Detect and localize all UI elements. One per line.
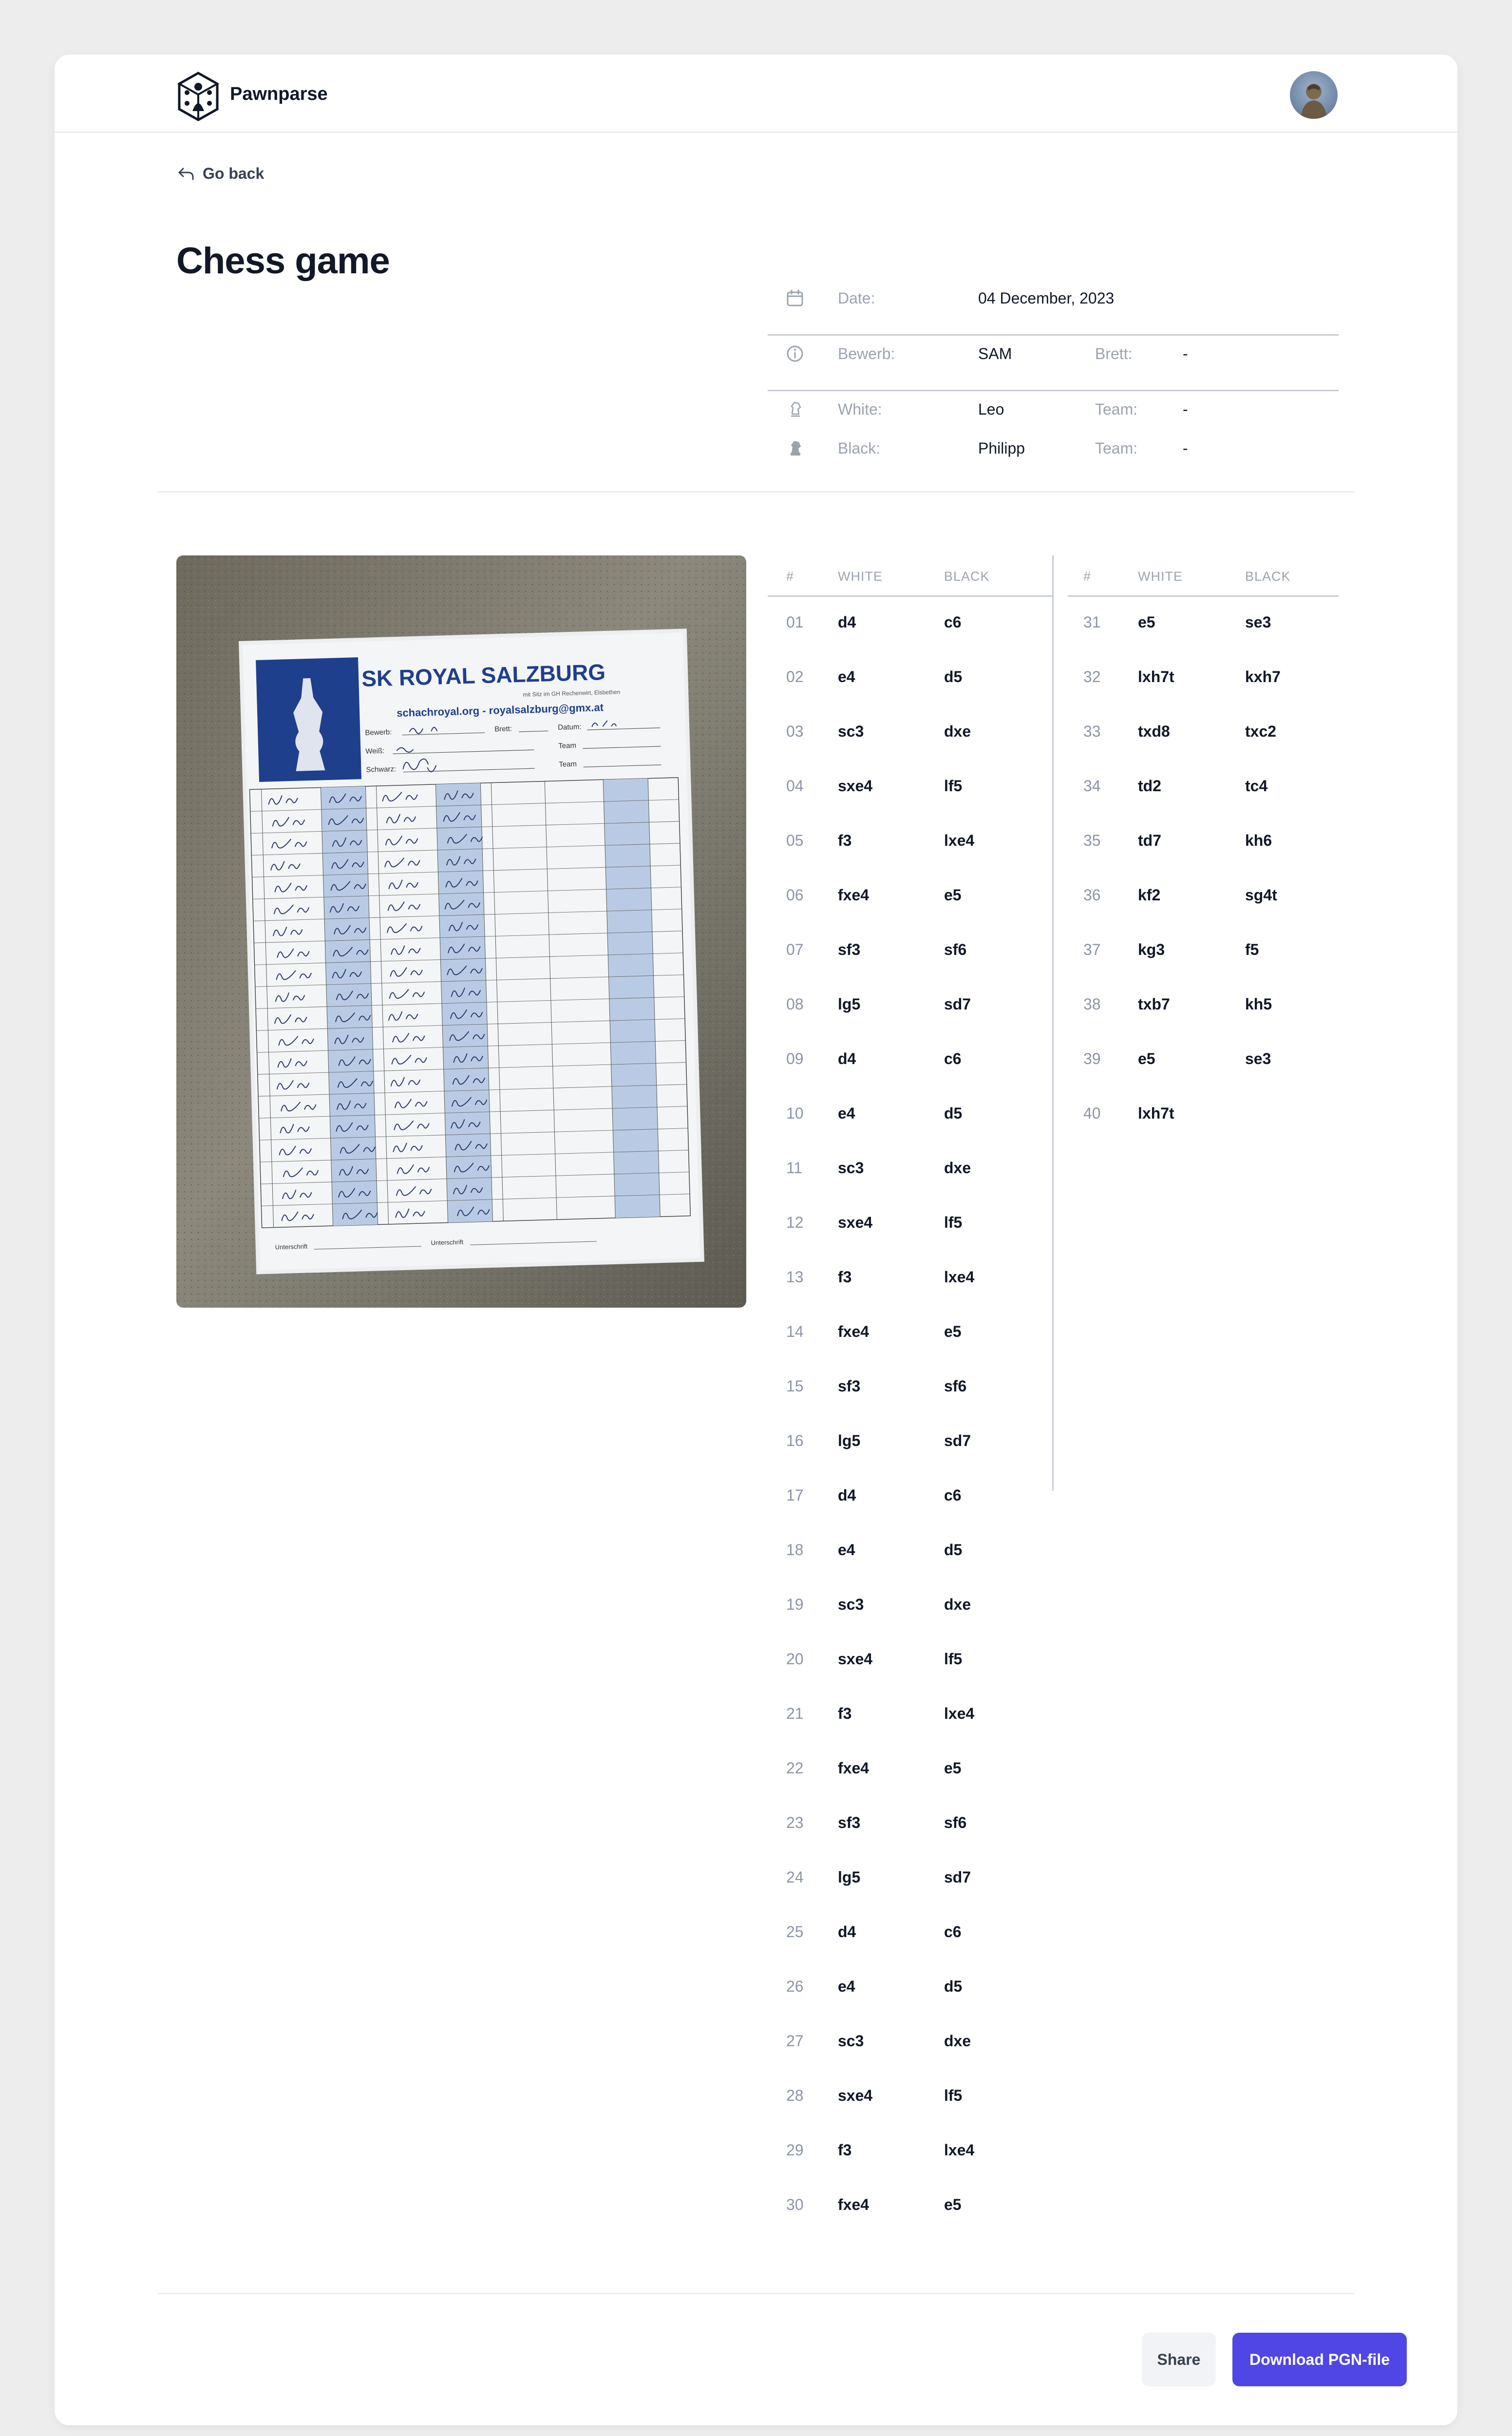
white-move: sf3 (838, 1814, 861, 1831)
moves-table (768, 555, 1339, 2213)
white-player-row (768, 390, 1339, 429)
move-number: 21 (786, 1705, 804, 1722)
sheet-subline: mit Sitz im GH Rechenwirt, Elsbethen (523, 688, 621, 698)
white-move: td2 (1138, 777, 1161, 795)
white-move: d4 (838, 1486, 856, 1504)
moves-column-right (1068, 555, 1339, 1142)
white-move: txb7 (1138, 995, 1170, 1013)
black-move: lf5 (944, 777, 963, 795)
move-number: 27 (786, 2032, 804, 2050)
move-number: 07 (786, 941, 804, 958)
black-move: sd7 (944, 1868, 971, 1886)
white-move: e4 (838, 1978, 855, 1995)
white-knight-icon (785, 400, 805, 419)
white-move: d4 (838, 613, 856, 631)
move-row (768, 1415, 1053, 1470)
move-number: 25 (786, 1923, 804, 1941)
move-number: 05 (786, 832, 804, 849)
black-move: kh6 (1245, 832, 1272, 849)
move-number: 10 (786, 1104, 804, 1122)
page-title: Chess game (176, 240, 390, 282)
sheet-footer-signature: Unterschrift (275, 1242, 308, 1251)
black-move: f5 (1245, 941, 1259, 958)
date-value: 04 December, 2023 (978, 289, 1115, 307)
black-knight-icon (785, 438, 805, 458)
move-number: 01 (786, 613, 804, 631)
sheet-footer-signature: Unterschrift (431, 1238, 464, 1247)
white-move: fxe4 (838, 1323, 869, 1340)
black-move: c6 (944, 1923, 962, 1941)
move-number: 28 (786, 2087, 804, 2104)
move-number: 18 (786, 1541, 804, 1559)
move-number: 32 (1083, 668, 1101, 685)
black-move: dxe (944, 2032, 971, 2050)
black-move: sg4t (1245, 886, 1277, 904)
black-move: dxe (944, 1159, 971, 1177)
move-row (768, 761, 1053, 815)
move-number: 40 (1083, 1104, 1101, 1122)
app-name: Pawnparse (230, 84, 328, 104)
move-number: 23 (786, 1814, 804, 1831)
move-number: 35 (1083, 832, 1101, 849)
white-move: kg3 (1138, 941, 1165, 958)
bewerb-label: Bewerb: (838, 345, 895, 362)
white-move: sxe4 (838, 777, 873, 795)
white-player-name: Leo (978, 400, 1004, 418)
white-move: lxh7t (1138, 668, 1174, 685)
white-move: lg5 (838, 995, 861, 1013)
black-move: tc4 (1245, 777, 1268, 795)
header-number: # (786, 569, 794, 584)
move-number: 31 (1083, 613, 1101, 631)
white-move: sc3 (838, 1159, 864, 1177)
move-row (1068, 870, 1339, 924)
go-back-label: Go back (203, 164, 265, 182)
black-player-name: Philipp (978, 439, 1025, 457)
header-number: # (1083, 569, 1092, 584)
header-white: WHITE (1138, 569, 1183, 584)
black-move: d5 (944, 1104, 963, 1122)
top-navbar (55, 55, 1457, 133)
move-row (768, 1306, 1053, 1361)
white-move: kf2 (1138, 886, 1161, 904)
move-number: 26 (786, 1978, 804, 1995)
move-number: 12 (786, 1214, 804, 1231)
black-move: sf6 (944, 941, 967, 958)
move-row (768, 1252, 1053, 1306)
black-move: e5 (944, 1759, 962, 1777)
black-move: lf5 (944, 1214, 963, 1231)
move-number: 02 (786, 668, 804, 685)
white-move: sc3 (838, 1596, 864, 1613)
white-move: lg5 (838, 1868, 861, 1886)
move-number: 34 (1083, 777, 1101, 795)
sheet-club-name: SK ROYAL SALZBURG (361, 659, 606, 691)
black-move: sf6 (944, 1814, 967, 1831)
black-move: c6 (944, 1050, 962, 1067)
header-black: BLACK (944, 569, 990, 584)
white-move: sf3 (838, 941, 861, 958)
black-team-value: - (1183, 439, 1188, 457)
white-move: e4 (838, 1104, 855, 1122)
move-number: 06 (786, 886, 804, 904)
black-move: lxe4 (944, 2141, 975, 2159)
move-row (1068, 761, 1339, 815)
move-row (768, 706, 1053, 761)
info-icon (785, 344, 805, 363)
white-move: e4 (838, 668, 855, 685)
white-move: fxe4 (838, 1759, 869, 1777)
move-number: 39 (1083, 1050, 1101, 1067)
white-move: fxe4 (838, 2196, 869, 2213)
black-move: c6 (944, 613, 962, 631)
move-number: 36 (1083, 886, 1101, 904)
move-number: 20 (786, 1650, 804, 1668)
sheet-field-weiss: Weiß: (365, 746, 385, 756)
sheet-contact: schachroyal.org - royalsalzburg@gmx.at (396, 701, 604, 719)
white-move: lg5 (838, 1432, 861, 1449)
move-row (768, 1033, 1053, 1088)
move-row (1068, 597, 1339, 651)
move-row (768, 924, 1053, 979)
black-move: se3 (1245, 1050, 1271, 1067)
avatar-photo (1290, 71, 1338, 119)
move-row (768, 1634, 1053, 1688)
move-row (768, 1088, 1053, 1142)
move-number: 30 (786, 2196, 804, 2213)
black-team-label: Team: (1095, 439, 1138, 457)
move-number: 15 (786, 1377, 804, 1395)
sheet-field-bewerb: Bewerb: (365, 728, 392, 737)
moves-table-header (1068, 555, 1339, 597)
move-row (768, 1579, 1053, 1634)
white-move: d4 (838, 1050, 856, 1067)
move-row (1068, 1088, 1339, 1142)
move-row (768, 651, 1053, 706)
move-number: 22 (786, 1759, 804, 1777)
black-move: txc2 (1245, 723, 1277, 740)
move-number: 14 (786, 1323, 804, 1340)
move-row (768, 1470, 1053, 1524)
white-move: lxh7t (1138, 1104, 1174, 1122)
date-label: Date: (838, 289, 875, 307)
move-row (768, 870, 1053, 924)
sheet-field-team: Team (559, 760, 577, 769)
white-move: sxe4 (838, 1214, 873, 1231)
event-row (768, 334, 1339, 373)
move-row (768, 979, 1053, 1033)
white-move: e5 (1138, 613, 1155, 631)
black-move: c6 (944, 1486, 962, 1504)
black-move: dxe (944, 1596, 971, 1613)
white-move: td7 (1138, 832, 1161, 849)
move-number: 09 (786, 1050, 804, 1067)
black-move: d5 (944, 1541, 963, 1559)
move-row (768, 815, 1053, 870)
sheet-field-brett: Brett: (494, 724, 512, 734)
move-number: 33 (1083, 723, 1101, 740)
scoresheet-image (176, 555, 746, 1308)
white-move: sf3 (838, 1377, 861, 1395)
move-row (768, 2179, 1053, 2234)
move-number: 38 (1083, 995, 1101, 1013)
black-move: lf5 (944, 2087, 963, 2104)
move-number: 13 (786, 1268, 804, 1286)
white-move: f3 (838, 832, 852, 849)
sheet-field-schwarz: Schwarz: (366, 765, 397, 774)
move-row (768, 1852, 1053, 1906)
white-move: fxe4 (838, 886, 869, 904)
brett-value: - (1183, 345, 1188, 362)
move-row (768, 2016, 1053, 2070)
download-pgn-button[interactable]: Download PGN-file (1232, 2333, 1407, 2386)
white-team-value: - (1183, 400, 1188, 418)
black-move: d5 (944, 1978, 963, 1995)
user-avatar[interactable] (1290, 71, 1338, 119)
moves-column-left (768, 555, 1053, 2234)
move-number: 24 (786, 1868, 804, 1886)
move-row (768, 2125, 1053, 2179)
move-row (768, 1906, 1053, 1961)
move-number: 19 (786, 1596, 804, 1613)
header-black: BLACK (1245, 569, 1291, 584)
white-label: White: (838, 400, 882, 418)
black-move: dxe (944, 723, 971, 740)
black-move: lxe4 (944, 832, 975, 849)
black-move: kxh7 (1245, 668, 1281, 685)
bewerb-value: SAM (978, 345, 1012, 362)
black-move: e5 (944, 2196, 962, 2213)
main-card (55, 55, 1457, 2425)
black-move: lxe4 (944, 1705, 975, 1722)
move-row (1068, 651, 1339, 706)
white-move: e5 (1138, 1050, 1155, 1067)
black-move: sd7 (944, 995, 971, 1013)
move-row (1068, 815, 1339, 870)
white-move: e4 (838, 1541, 855, 1559)
move-number: 11 (786, 1159, 803, 1177)
app-logo-icon[interactable] (176, 71, 220, 122)
black-move: d5 (944, 668, 963, 685)
move-row (768, 1197, 1053, 1252)
scoresheet-photo (176, 555, 746, 1308)
black-move: e5 (944, 1323, 962, 1340)
move-row (768, 1142, 1053, 1197)
white-move: txd8 (1138, 723, 1170, 740)
move-row (1068, 979, 1339, 1033)
move-row (768, 1361, 1053, 1415)
black-move: e5 (944, 886, 962, 904)
black-move: lxe4 (944, 1268, 975, 1286)
white-move: sxe4 (838, 2087, 873, 2104)
sheet-field-datum: Datum: (557, 723, 582, 732)
move-number: 37 (1083, 941, 1101, 958)
date-row (768, 279, 1339, 318)
white-move: sc3 (838, 723, 864, 740)
black-move: sd7 (944, 1432, 971, 1449)
move-row (768, 597, 1053, 651)
header-white: WHITE (838, 569, 883, 584)
move-row (768, 1743, 1053, 1797)
move-number: 16 (786, 1432, 804, 1449)
white-move: sc3 (838, 2032, 864, 2050)
move-row (768, 1688, 1053, 1743)
black-move: sf6 (944, 1377, 967, 1395)
move-number: 04 (786, 777, 804, 795)
moves-table-header (768, 555, 1053, 597)
black-move: se3 (1245, 613, 1271, 631)
move-row (1068, 706, 1339, 761)
move-number: 03 (786, 723, 804, 740)
calendar-icon (785, 288, 805, 308)
sheet-field-team: Team (558, 741, 577, 750)
footer-divider (158, 2293, 1354, 2294)
brett-label: Brett: (1095, 345, 1133, 362)
move-row (768, 2070, 1053, 2125)
black-move: lf5 (944, 1650, 963, 1668)
move-number: 17 (786, 1486, 804, 1504)
white-move: f3 (838, 1268, 852, 1286)
move-number: 08 (786, 995, 804, 1013)
share-button[interactable]: Share (1142, 2333, 1216, 2386)
black-player-row (768, 429, 1339, 468)
section-divider (158, 491, 1354, 493)
move-row (768, 1961, 1053, 2016)
move-row (1068, 1033, 1339, 1088)
move-row (768, 1797, 1053, 1852)
move-row (1068, 924, 1339, 979)
white-team-label: Team: (1095, 400, 1138, 418)
go-back-button[interactable] (176, 164, 264, 183)
white-move: f3 (838, 2141, 852, 2159)
white-move: sxe4 (838, 1650, 873, 1668)
black-move: kh5 (1245, 995, 1272, 1013)
back-arrow-icon (176, 164, 196, 183)
white-move: d4 (838, 1923, 856, 1941)
white-move: f3 (838, 1705, 852, 1722)
black-label: Black: (838, 439, 881, 457)
move-number: 29 (786, 2141, 804, 2159)
move-row (768, 1524, 1053, 1579)
